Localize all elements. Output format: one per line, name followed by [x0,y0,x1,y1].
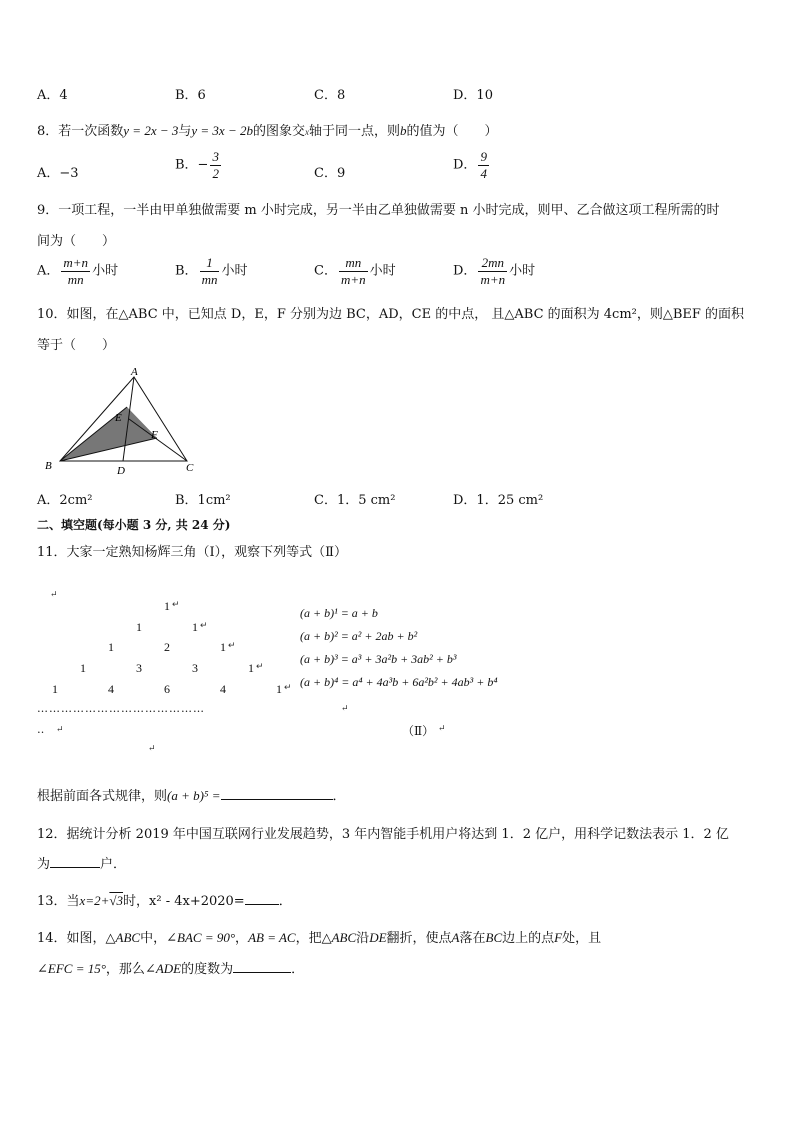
q14-period: ． [291,962,305,977]
q8-text-1: 8．若一次函数 [37,124,124,139]
return-mark: ↵ [438,724,446,734]
q12-answer-blank[interactable] [50,855,100,868]
tri-r5-c2: 4 [108,682,114,696]
fraction-numerator: mn [339,256,368,272]
label-a: A [131,366,138,378]
q14-answer-blank[interactable] [233,960,291,973]
q8-option-d-label: D． [453,157,477,173]
q14-formula: ∠EFC = 15° [37,961,106,976]
q14-formula: △ABC [321,930,357,945]
q13-formula-2: x² - 4x+2020= [149,894,245,909]
q9-line-1: 9．一项工程，一半由甲单独做需要 m 小时完成，另一半由乙单独做需要 n 小时完成，则甲、乙合做这项工程所需的时 [37,203,720,218]
q14-formula: A [451,930,460,945]
q8-option-b-fraction [210,150,221,180]
fraction-numerator: 3 [212,149,219,164]
tri-r5-c4: 4 [220,682,226,696]
fraction-denominator: m+n [340,271,366,287]
tri-r3-c1: 1 [108,640,114,654]
label-ii: （Ⅱ） [402,724,435,738]
q14-formula: ∠BAC = 90° [166,930,236,945]
q10-option-b: B．1cm² [175,493,231,508]
fraction-denominator: 4 [480,165,487,181]
eq-power-2: (a + b)² = a² + 2ab + b² [300,629,418,643]
return-mark: ↵ [200,620,208,630]
q10-triangle-figure [35,365,205,480]
q13-stem [37,890,292,909]
q11-period: ． [332,789,346,804]
q11-answer-blank[interactable] [221,787,333,800]
return-mark: ↵ [284,682,292,692]
return-mark: ↵ [172,599,180,609]
q8-text-4: 轴于同一点，则 [309,124,401,139]
q11-ask-formula: (a + b)⁵ = [167,788,221,803]
q8-option-a: A．−3 [37,166,79,181]
q13-text-1: 13．当 [37,894,80,909]
tri-r2-c1: 1 [136,620,142,634]
q13-text-2: 时， [123,894,150,909]
q14-line-2 [37,958,304,977]
eq-power-4: (a + b)⁴ = a⁴ + 4a³b + 6a²b² + 4ab³ + b⁴ [300,675,498,689]
tri-r4-c1: 1 [80,661,86,675]
q8-option-d [453,150,491,180]
q14-formula: AB = AC [248,930,296,945]
tri-r5-c3: 6 [164,682,170,696]
q7-option-c: C．8 [314,88,346,103]
tri-r4-c2: 3 [136,661,142,675]
q14-formula: F [554,930,563,945]
q14-text: 翻折，使点 [386,931,452,946]
fraction-numerator: m+n [63,255,89,270]
q14-text: 中， [140,931,167,946]
fraction-denominator: mn [201,271,218,287]
fraction-denominator: m+n [480,271,506,287]
label-d: D [117,465,125,477]
unit-label: 小时 [369,263,396,279]
label-c: C [186,462,194,474]
shaded-triangle-bef [60,407,157,461]
q11-ask-text: 根据前面各式规律，则 [37,789,168,804]
label-e: E [115,412,122,424]
unit-label: 小时 [509,263,536,279]
q7-option-a: A．4 [37,88,68,103]
option-label: A． [37,263,60,279]
fraction-denominator: 2 [212,165,219,181]
eq-power-1: (a + b)¹ = a + b [300,606,378,620]
q9-option-a [37,256,118,286]
return-mark: ↵ [56,725,64,735]
q7-option-b: B．6 [175,88,206,103]
eq-power-3: (a + b)³ = a³ + 3a²b + 3ab² + b³ [300,652,457,666]
dots-row: …………………………………… [37,702,205,715]
section-2-heading: 二、填空题(每小题 3 分, 共 24 分) [37,518,231,532]
q14-text: ，那么 [105,962,145,977]
q14-text: 的度数为 [181,962,234,977]
fraction-numerator: 9 [480,149,487,164]
option-label: B． [175,263,198,279]
q12-text-1: 为 [37,857,51,872]
q10-line-1: 10．如图，在△ABC 中，已知点 D，E，F 分别为边 BC，AD，CE 的中点， 且△ABC 的面积为 4cm²，则△BEF 的面积 [37,307,745,322]
return-mark: ↵ [228,640,236,650]
unit-label: 小时 [221,263,248,279]
q14-text: ， [235,931,249,946]
q14-text: 边上的点 [502,931,555,946]
return-mark: ↵ [256,661,264,671]
q11-question [37,785,346,804]
q9-option-b [175,256,247,286]
fraction-numerator: 2mn [478,256,507,272]
q10-option-d: D．1．25 cm² [453,493,544,508]
q8-text-2: 与 [178,124,192,139]
q7-option-d: D．10 [453,88,493,103]
label-f: F [151,429,158,441]
tri-r2-c2: 1 [192,620,198,634]
q14-formula: BC [485,930,503,945]
q8-option-b [175,150,223,180]
return-mark: ↵ [341,704,349,714]
q13-answer-blank[interactable] [245,892,279,905]
q9-option-d [453,256,535,286]
return-mark: ↵ [50,590,58,600]
q9-option-c [314,256,396,286]
q13-period: ． [278,894,292,909]
q14-formula: △ABC [105,930,141,945]
q14-formula: DE [369,930,387,945]
q11-line-1: 11．大家一定熟知杨辉三角（Ⅰ），观察下列等式（Ⅱ） [37,545,348,560]
return-mark: ↵ [148,744,156,754]
tri-r4-c4: 1 [248,661,254,675]
q8-formula-2: y = 3x − 2b [191,123,253,138]
q14-text: 落在 [459,931,486,946]
q14-line-1 [37,927,601,946]
q8-option-b-label: B．− [175,157,209,173]
tri-r1-c1: 1 [164,599,170,613]
q8-x-var: x [305,127,309,137]
q14-text: 沿 [356,931,370,946]
tri-r5-c1: 1 [52,682,58,696]
q8-option-c: C．9 [314,166,346,181]
q9-line-2: 间为（ ） [37,234,116,249]
q8-formula-1: y = 2x − 3 [123,123,179,138]
q12-line-1: 12．据统计分析 2019 年中国互联网行业发展趋势，3 年内智能手机用户将达到 1．2 亿户，用科学记数法表示 1．2 亿 [37,827,729,842]
q8-text-3: 的图象交 [252,124,305,139]
tri-r3-c3: 1 [220,640,226,654]
q10-option-a: A．2cm² [37,493,93,508]
q14-formula: ∠ADE [144,961,182,976]
tri-r4-c3: 3 [192,661,198,675]
q10-option-c: C．1．5 cm² [314,493,396,508]
q14-text: 处，且 [562,931,602,946]
fraction-denominator: mn [67,271,84,287]
option-label: D． [453,263,477,279]
q12-text-2: 户． [100,857,127,872]
q8-stem [37,120,498,139]
q8-b-var: b [400,123,407,138]
q8-text-5: 的值为（ ） [406,124,498,139]
unit-label: 小时 [92,263,119,279]
fraction-numerator: 1 [200,256,220,272]
option-label: C． [314,263,337,279]
q10-line-2: 等于（ ） [37,338,116,353]
label-b: B [45,460,52,472]
q8-option-d-fraction [478,150,489,180]
q14-text: ，把 [295,931,322,946]
tri-r5-c5: 1 [276,682,282,696]
q13-sqrt: √3 [109,893,124,908]
q14-text: 14．如图， [37,931,106,946]
q12-line-2 [37,853,126,872]
q13-formula-1: x=2+ [79,893,110,908]
dots-row-2: ‥ [37,723,45,736]
tri-r3-c2: 2 [164,640,170,654]
